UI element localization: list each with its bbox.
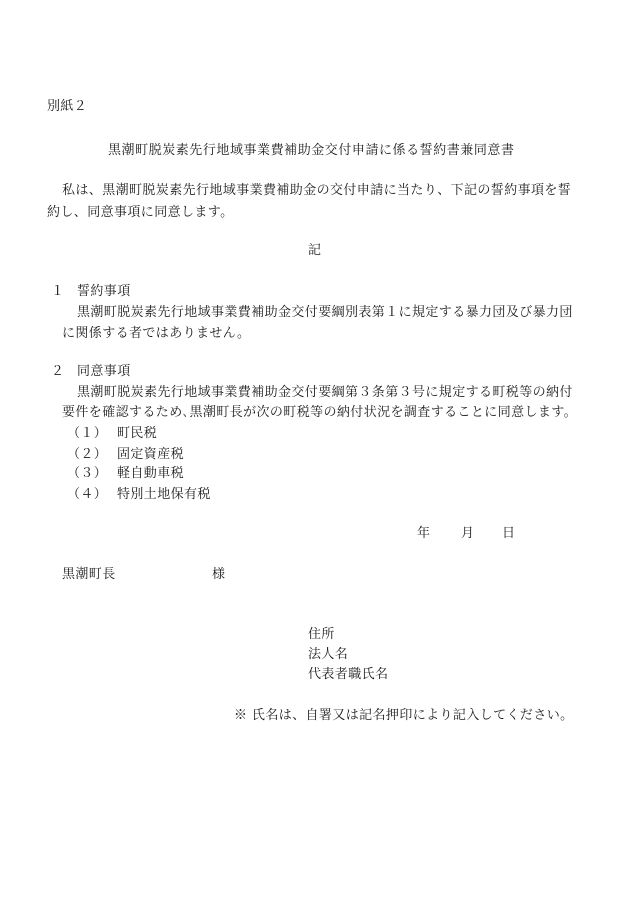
section2-heading: 同意事項: [77, 364, 131, 379]
applicant-address-label: 住所: [308, 627, 335, 642]
section2-body-line-1: 黒潮町脱炭素先行地域事業費補助金交付要綱第３条第３号に規定する町税等の納付: [77, 385, 573, 400]
section1-heading: 誓約事項: [77, 284, 131, 299]
tax-item-number: （３）: [67, 466, 108, 481]
addressee-honorific: 様: [212, 567, 226, 582]
section2-number: ２: [51, 364, 65, 379]
date-year-label: 年: [417, 526, 431, 541]
applicant-representative-label: 代表者職氏名: [308, 667, 389, 682]
ki-heading: 記: [308, 243, 322, 258]
section2-body-line-2: 要件を確認するため､黒潮町長が次の町税等の納付状況を調査することに同意します。: [62, 405, 578, 420]
date-day-label: 日: [502, 526, 516, 541]
intro-line-1: 私は、黒潮町脱炭素先行地域事業費補助金の交付申請に当たり、下記の誓約事項を誓: [62, 183, 572, 198]
section1-body-line-1: 黒潮町脱炭素先行地域事業費補助金交付要綱別表第１に規定する暴力団及び暴力団: [77, 305, 573, 320]
tax-item-number: （２）: [67, 447, 108, 462]
date-month-label: 月: [461, 526, 475, 541]
tax-item-name: 固定資産税: [117, 447, 185, 462]
attachment-label: 別紙２: [47, 99, 88, 114]
tax-item-name: 特別土地保有税: [117, 487, 211, 502]
section1-number: １: [51, 284, 65, 299]
tax-item-number: （４）: [67, 487, 108, 502]
document-title: 黒潮町脱炭素先行地域事業費補助金交付申請に係る誓約書兼同意書: [108, 143, 515, 158]
applicant-corporation-label: 法人名: [308, 647, 349, 662]
tax-item-name: 軽自動車税: [117, 466, 185, 481]
tax-item-number: （１）: [67, 426, 108, 441]
addressee-name: 黒潮町長: [62, 567, 116, 582]
intro-line-2: 約し、同意事項に同意します。: [47, 205, 234, 220]
tax-item-name: 町民税: [117, 426, 158, 441]
section1-body-line-2: に関係する者ではありません。: [62, 326, 251, 341]
signature-note: ※ 氏名は、自署又は記名押印により記入してください。: [234, 708, 574, 723]
